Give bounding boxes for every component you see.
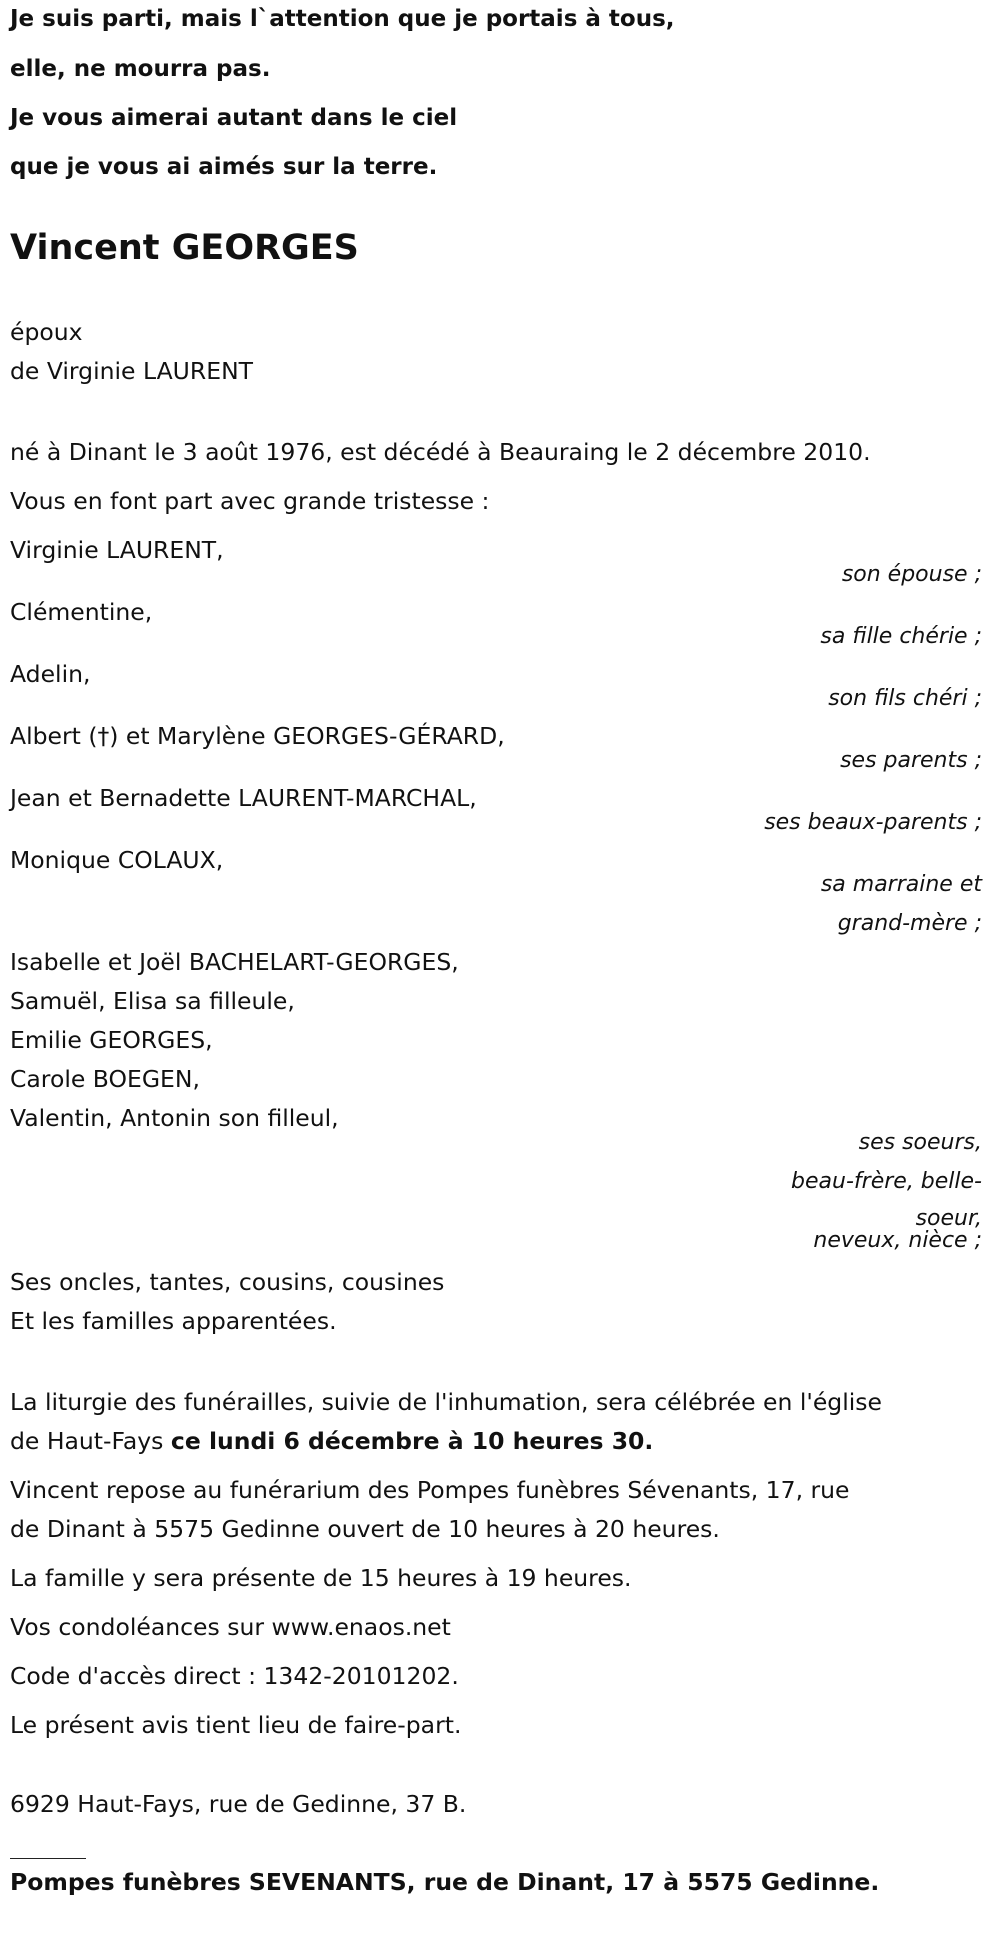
- family-names: Adelin,: [10, 660, 91, 688]
- quote-line-3: Je vous aimerai autant dans le ciel: [10, 105, 458, 131]
- address-text: 6929 Haut-Fays, rue de Gedinne, 37 B.: [10, 1790, 467, 1818]
- siblings-relation: beau-frère, belle-: [791, 1169, 982, 1194]
- extended-family-line: Et les familles apparentées.: [10, 1307, 337, 1335]
- extended-family-line: Ses oncles, tantes, cousins, cousines: [10, 1268, 445, 1296]
- sibling-names: Isabelle et Joël BACHELART-GEORGES,: [10, 948, 459, 976]
- sibling-names: Samuël, Elisa sa filleule,: [10, 987, 295, 1015]
- siblings-relation: neveux, nièce ;: [813, 1228, 982, 1253]
- spouse-label: époux: [10, 318, 83, 346]
- family-names: Clémentine,: [10, 598, 153, 626]
- family-names: Virginie LAURENT,: [10, 536, 224, 564]
- family-names: Jean et Bernadette LAURENT-MARCHAL,: [10, 784, 477, 812]
- quote-line-1: Je suis parti, mais l`attention que je portais à tous,: [10, 6, 675, 32]
- family-names: Monique COLAUX,: [10, 846, 224, 874]
- family-relation: ses beaux-parents ;: [764, 810, 982, 835]
- family-relation: sa marraine et: [820, 872, 982, 897]
- condolences-text: Vos condoléances sur www.enaos.net: [10, 1613, 451, 1641]
- access-code: Code d'accès direct : 1342-20101202.: [10, 1662, 459, 1690]
- sibling-names: Valentin, Antonin son filleul,: [10, 1104, 339, 1132]
- spouse-name: de Virginie LAURENT: [10, 357, 253, 385]
- visitation-text: Vincent repose au funérarium des Pompes funèbres Sévenants, 17, rue: [10, 1476, 850, 1504]
- sibling-names: Carole BOEGEN,: [10, 1065, 200, 1093]
- sibling-names: Emilie GEORGES,: [10, 1026, 213, 1054]
- quote-line-2: elle, ne mourra pas.: [10, 56, 271, 82]
- visitation-text: de Dinant à 5575 Gedinne ouvert de 10 heures à 20 heures.: [10, 1515, 720, 1543]
- funeral-date: ce lundi 6 décembre à 10 heures 30.: [170, 1427, 654, 1455]
- family-relation: sa fille chérie ;: [820, 624, 982, 649]
- funeral-date-line: [10, 1427, 653, 1455]
- notice-text: Le présent avis tient lieu de faire-part.: [10, 1711, 462, 1739]
- funeral-text: La liturgie des funérailles, suivie de l'inhumation, sera célébrée en l'église: [10, 1388, 882, 1416]
- siblings-relation: ses soeurs,: [858, 1130, 982, 1155]
- family-presence: La famille y sera présente de 15 heures à 19 heures.: [10, 1564, 632, 1592]
- siblings-relation: soeur,: [915, 1206, 982, 1231]
- family-relation: grand-mère ;: [837, 911, 982, 936]
- separator-rule: [10, 1858, 86, 1859]
- quote-line-4: que je vous ai aimés sur la terre.: [10, 154, 438, 180]
- funeral-location: de Haut-Fays: [10, 1427, 171, 1455]
- birth-death-text: né à Dinant le 3 août 1976, est décédé à Beauraing le 2 décembre 2010.: [10, 438, 871, 466]
- announcement-intro: Vous en font part avec grande tristesse :: [10, 487, 490, 515]
- family-relation: son fils chéri ;: [828, 686, 982, 711]
- family-relation: son épouse ;: [841, 562, 982, 587]
- deceased-name: Vincent GEORGES: [10, 228, 359, 268]
- family-relation: ses parents ;: [840, 748, 982, 773]
- funeral-home: Pompes funèbres SEVENANTS, rue de Dinant, 17 à 5575 Gedinne.: [10, 1868, 880, 1896]
- family-names: Albert (†) et Marylène GEORGES-GÉRARD,: [10, 722, 505, 750]
